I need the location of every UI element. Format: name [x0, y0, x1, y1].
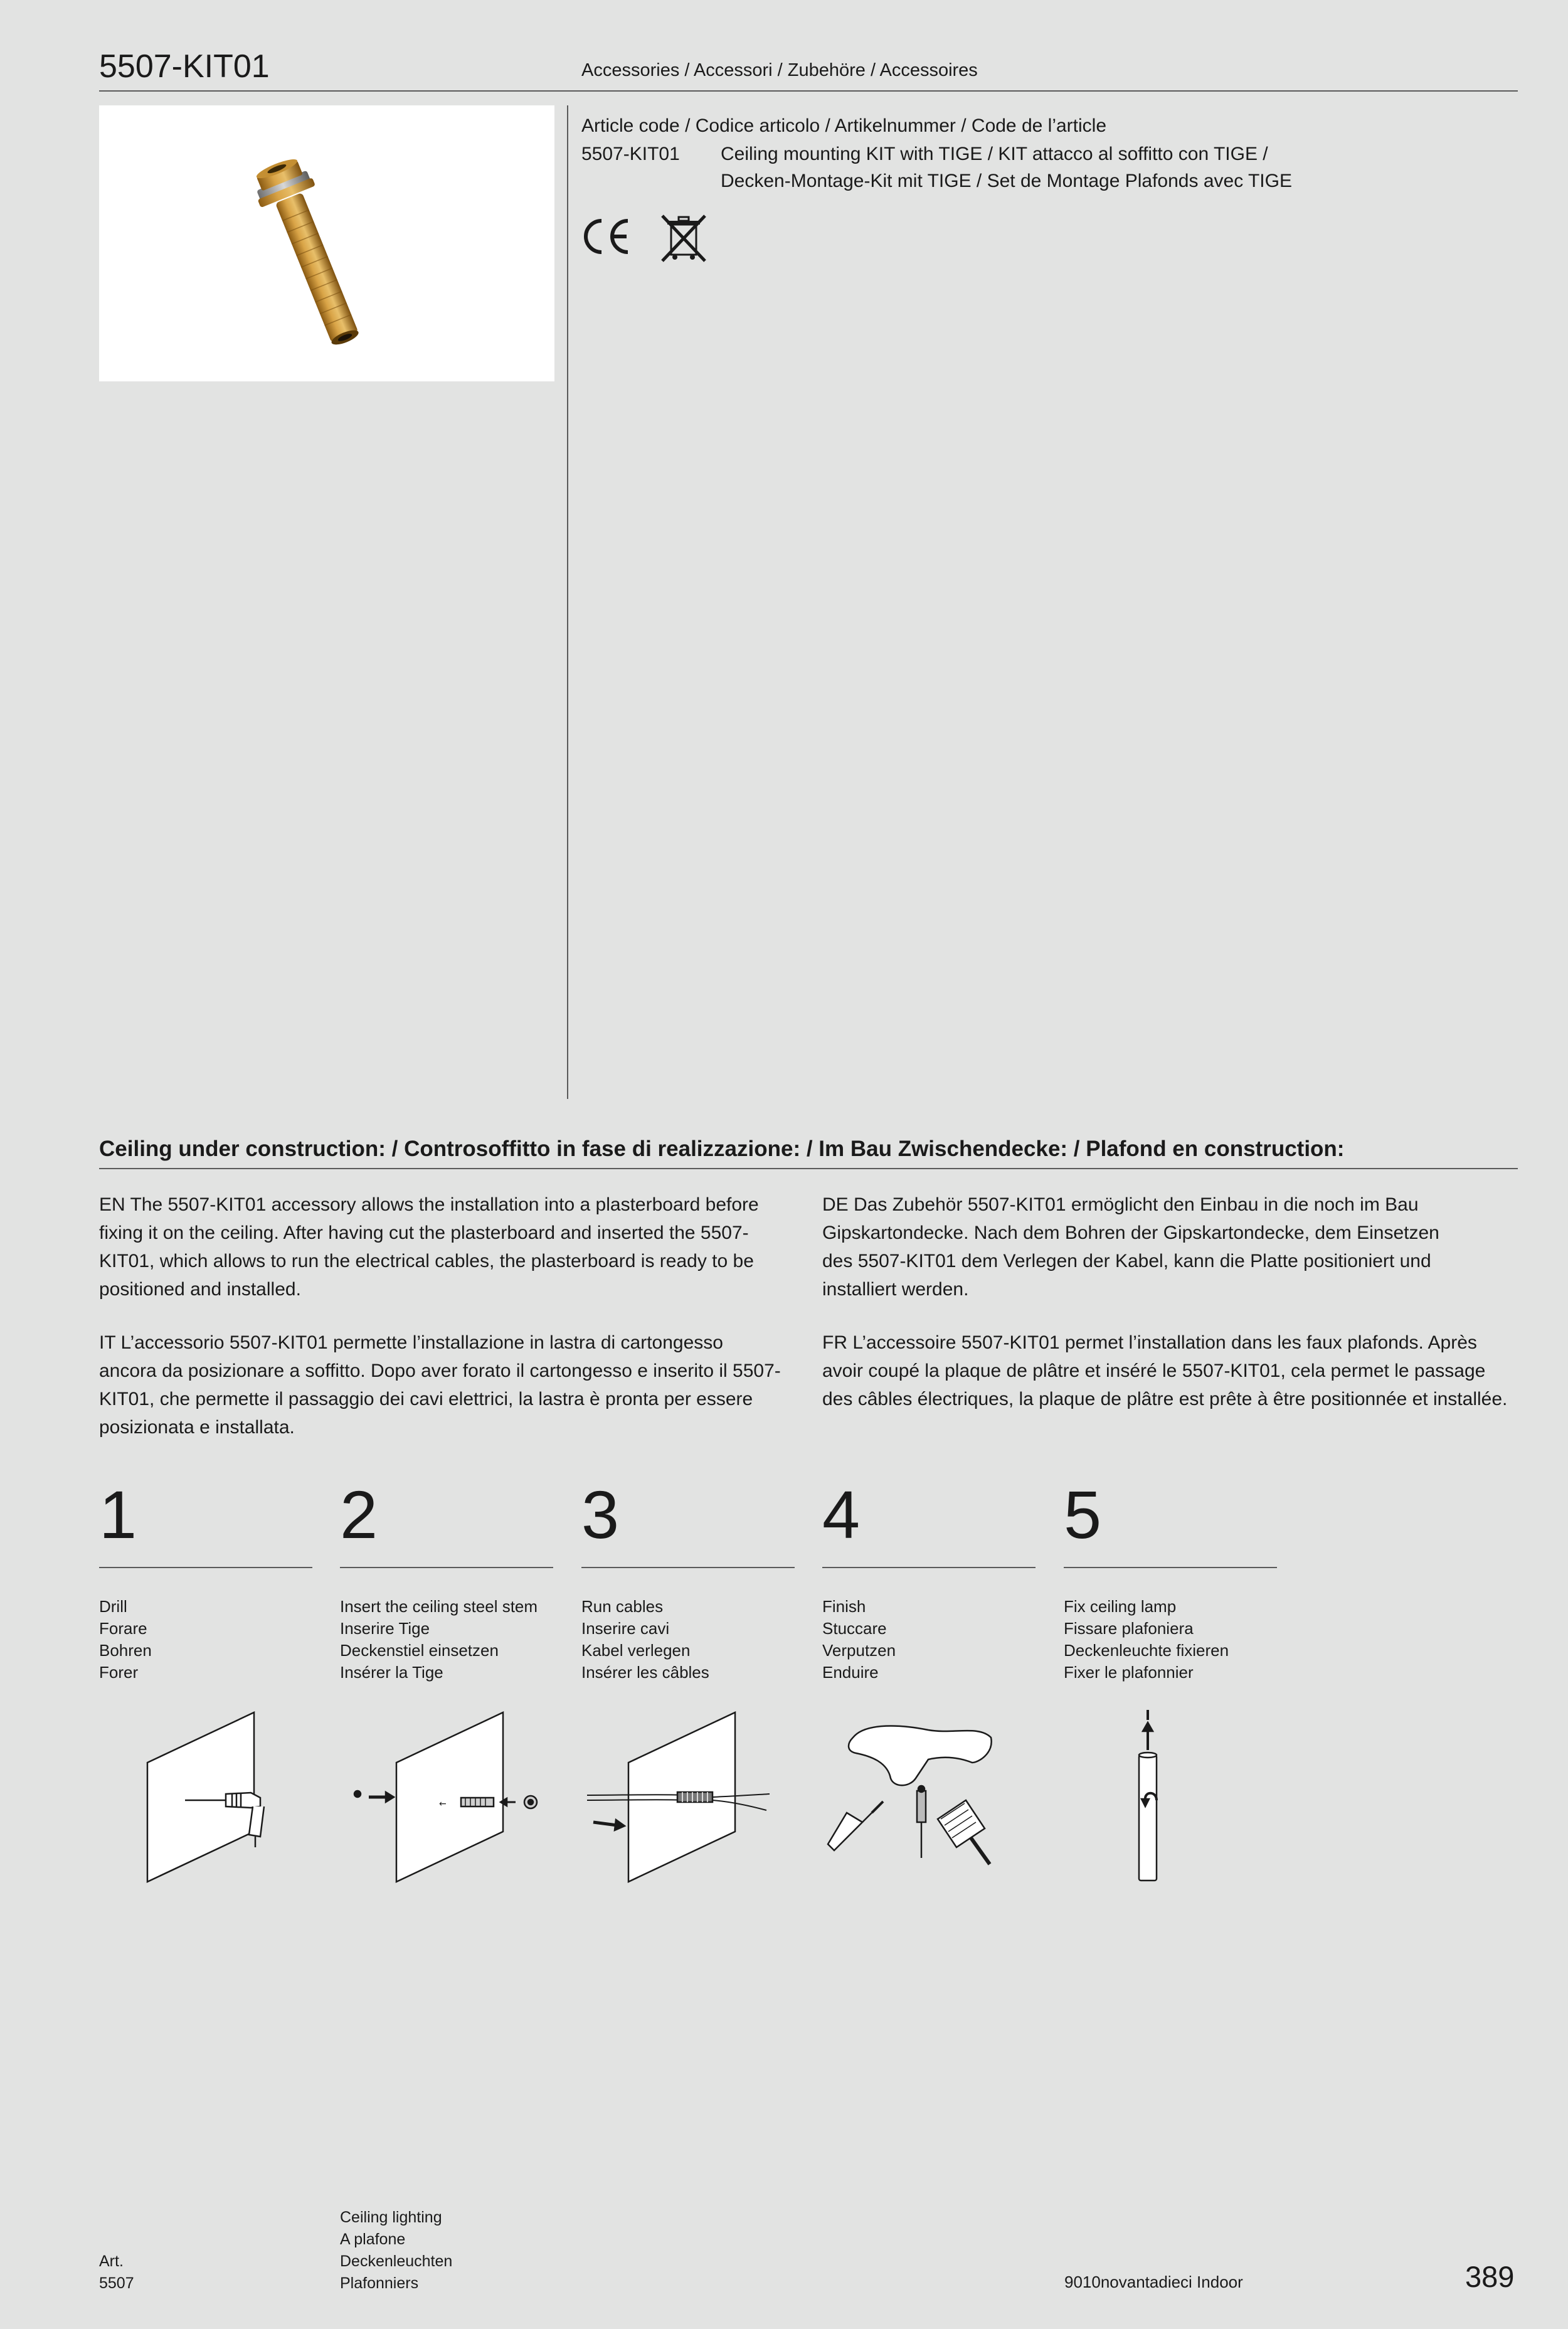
step-divider [99, 1567, 312, 1568]
step-labels [340, 1596, 538, 1684]
article-code: 5507-KIT01 [581, 144, 680, 164]
step-label: Fix ceiling lamp [1064, 1597, 1177, 1616]
paragraph-de [822, 1191, 1544, 1303]
step-number: 1 [99, 1477, 137, 1552]
paragraph-line: positioned and installed. [99, 1279, 301, 1300]
article-code-heading: Article code / Codice articolo / Artikelnummer / Code de l’article [581, 115, 1107, 136]
paragraph-line: avoir coupé la plaque de plâtre et inséré le 5507-KIT01, cela permet le passage [822, 1361, 1486, 1381]
ce-mark-icon [580, 216, 630, 260]
product-photo [99, 105, 554, 381]
paragraph-line: FR L’accessoire 5507-KIT01 permet l’installation dans les faux plafonds. Après [822, 1332, 1477, 1353]
paragraph-line: IT L’accessorio 5507-KIT01 permette l’installazione in lastra di cartongesso [99, 1332, 723, 1353]
step-labels [1064, 1596, 1229, 1684]
footer-category-line: Ceiling lighting [340, 2209, 442, 2226]
step-label: Insert the ceiling steel stem [340, 1597, 538, 1616]
step-label: Fissare plafoniera [1064, 1619, 1194, 1638]
header-divider [99, 90, 1518, 92]
step-divider [581, 1567, 795, 1568]
paragraph-fr [822, 1329, 1544, 1413]
paragraph-en [99, 1191, 820, 1303]
page-number: 389 [1465, 2260, 1515, 2293]
ceiling-lamp-icon [1116, 1706, 1179, 1891]
step-divider [1064, 1567, 1277, 1568]
page-title: 5507-KIT01 [99, 48, 270, 85]
step-labels [99, 1596, 152, 1684]
paragraph-line: des câbles électriques, la plaque de plâtre est prête à être positionnée et installée. [822, 1389, 1508, 1409]
step-labels [822, 1596, 896, 1684]
paragraph-line: posizionata e installata. [99, 1417, 295, 1438]
column-divider [567, 105, 568, 1099]
step-label: Verputzen [822, 1641, 896, 1660]
plaster-tools-icon [822, 1719, 1010, 1872]
paragraph-line: fixing it on the ceiling. After having cut the plasterboard and inserted the 5507- [99, 1223, 749, 1243]
step-label: Drill [99, 1597, 127, 1616]
step-label: Forer [99, 1663, 139, 1682]
step-label: Run cables [581, 1597, 664, 1616]
category-breadcrumb: Accessories / Accessori / Zubehöre / Accessoires [581, 60, 978, 80]
step-label: Insérer les câbles [581, 1663, 709, 1682]
paragraph-line: KIT01, which allows to run the electrical cables, the plasterboard is ready to be [99, 1251, 754, 1271]
section-heading: Ceiling under construction: / Controsoffitto in fase di realizzazione: / Im Bau Zwischendecke: / Plafond en construction: [99, 1137, 1345, 1161]
step-label: Inserire cavi [581, 1619, 670, 1638]
paragraph-line: KIT01, che permette il passaggio dei cavi elettrici, la lastra è pronta per essere [99, 1389, 753, 1409]
step-divider [822, 1567, 1036, 1568]
step-label: Kabel verlegen [581, 1641, 691, 1660]
paragraph-line: ancora da posizionare a soffitto. Dopo aver forato il cartongesso e inserito il 5507- [99, 1361, 781, 1381]
step-label: Enduire [822, 1663, 879, 1682]
step-label: Insérer la Tige [340, 1663, 443, 1682]
insert-stem-icon [351, 1706, 546, 1891]
step-label: Bohren [99, 1641, 152, 1660]
footer-category-line: Plafonniers [340, 2274, 419, 2292]
step-label: Forare [99, 1619, 147, 1638]
paragraph-line: des 5507-KIT01 dem Verlegen der Kabel, kann die Platte positioniert und [822, 1251, 1431, 1271]
crossed-out-bin-icon [660, 213, 707, 267]
paragraph-line: EN The 5507-KIT01 accessory allows the installation into a plasterboard before [99, 1194, 759, 1215]
svg-text:←: ← [439, 1799, 447, 1809]
step-label: Stuccare [822, 1619, 887, 1638]
step-number: 2 [340, 1477, 378, 1552]
paragraph-line: installiert werden. [822, 1279, 969, 1300]
step-label: Fixer le plafonnier [1064, 1663, 1194, 1682]
step-label: Inserire Tige [340, 1619, 430, 1638]
footer-category [340, 2207, 452, 2295]
footer-category-line: Deckenleuchten [340, 2252, 453, 2270]
footer-art-number: 5507 [99, 2274, 134, 2292]
step-labels [581, 1596, 709, 1684]
step-number: 5 [1064, 1477, 1102, 1552]
paragraph-it [99, 1329, 820, 1441]
section-divider [99, 1168, 1518, 1169]
article-description-line-1: Ceiling mounting KIT with TIGE / KIT attacco al soffitto con TIGE / [721, 144, 1268, 164]
step-label: Deckenstiel einsetzen [340, 1641, 499, 1660]
step-number: 3 [581, 1477, 620, 1552]
step-divider [340, 1567, 553, 1568]
threaded-stem-image [99, 105, 554, 381]
footer-art-label: Art. [99, 2252, 124, 2270]
run-cables-icon [585, 1706, 773, 1891]
footer-brand: 9010novantadieci Indoor [1064, 2273, 1243, 2291]
step-number: 4 [822, 1477, 861, 1552]
article-description-line-2: Decken-Montage-Kit mit TIGE / Set de Montage Plafonds avec TIGE [721, 171, 1292, 191]
footer-category-line: A plafone [340, 2231, 406, 2248]
step-label: Deckenleuchte fixieren [1064, 1641, 1229, 1660]
drill-icon [141, 1706, 304, 1891]
paragraph-line: Gipskartondecke. Nach dem Bohren der Gipskartondecke, dem Einsetzen [822, 1223, 1439, 1243]
step-label: Finish [822, 1597, 866, 1616]
paragraph-line: DE Das Zubehör 5507-KIT01 ermöglicht den Einbau in die noch im Bau [822, 1194, 1419, 1215]
footer-article [99, 2251, 134, 2295]
